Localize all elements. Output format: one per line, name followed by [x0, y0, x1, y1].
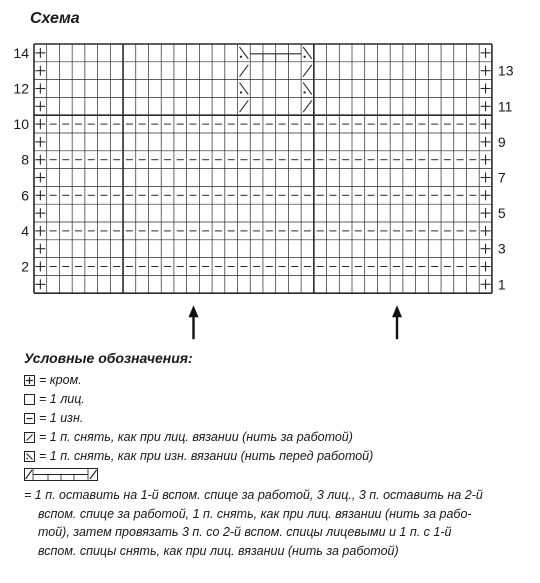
- cable-description-line: вспом. спице за работой, 1 п. снять, как при лиц. вязании (нить за рабо-: [38, 506, 472, 521]
- dash-icon: [24, 413, 35, 424]
- legend-label: = кром.: [39, 373, 82, 387]
- pattern-arrow-head: [189, 305, 199, 317]
- slip-knitwise-stitch: [303, 100, 312, 112]
- slip-purlwise-dot: [303, 56, 305, 58]
- legend-item-edge: [24, 373, 82, 387]
- slash-icon: [24, 432, 35, 443]
- legend-item-slip-purlwise: [24, 449, 373, 463]
- row-number-left: 2: [21, 258, 29, 275]
- row-number-left: 8: [21, 151, 29, 168]
- row-number-right: 13: [497, 62, 514, 79]
- row-number-left: 10: [13, 116, 29, 133]
- slip-purlwise-dot: [240, 56, 242, 58]
- legend-label: = 1 лиц.: [39, 392, 85, 406]
- row-number-right: 11: [497, 98, 513, 115]
- cable-description-line: = 1 п. оставить на 1-й вспом. спице за работой, 3 лиц., 3 п. оставить на 2-й: [24, 488, 483, 502]
- legend-label: = 1 изн.: [39, 411, 84, 425]
- cable-symbol-icon: [24, 468, 98, 482]
- diagram-title: Схема: [30, 10, 80, 27]
- row-number-left: 4: [21, 222, 29, 239]
- legend-item-knit: [24, 392, 85, 406]
- slip-knitwise-stitch: [240, 100, 249, 112]
- cable-description: [24, 486, 524, 560]
- row-number-left: 12: [13, 80, 29, 97]
- cable-description-line: той), затем провязать 3 п. со 2-й вспом. спицы лицевыми и 1 п. с 1-й: [38, 525, 452, 540]
- slip-purlwise-dot: [303, 91, 305, 93]
- slip-knitwise-stitch: [303, 65, 312, 77]
- legend-title: Условные обозначения:: [24, 350, 193, 366]
- pattern-arrow-head: [392, 305, 402, 317]
- empty-box-icon: [24, 394, 35, 405]
- row-number-left: 14: [13, 44, 29, 61]
- legend-label: = 1 п. снять, как при изн. вязании (нить перед работой): [39, 449, 374, 463]
- slip-purlwise-dot: [240, 91, 242, 93]
- row-number-right: 1: [497, 276, 506, 293]
- legend-item-slip-knitwise: [24, 430, 353, 444]
- dot-slash-icon: [24, 451, 35, 462]
- row-number-right: 3: [497, 240, 506, 257]
- row-number-right: 7: [497, 169, 506, 186]
- row-number-right: 9: [497, 133, 506, 150]
- cable-description-line: вспом. спицы снять, как при лиц. вязании (нить за работой): [38, 543, 399, 558]
- row-number-left: 6: [21, 187, 29, 204]
- slip-knitwise-stitch: [240, 65, 249, 77]
- row-number-right: 5: [497, 205, 506, 222]
- legend-label: = 1 п. снять, как при лиц. вязании (нить за работой): [39, 430, 353, 444]
- legend-item-purl: [24, 411, 83, 425]
- plus-icon: [24, 375, 35, 386]
